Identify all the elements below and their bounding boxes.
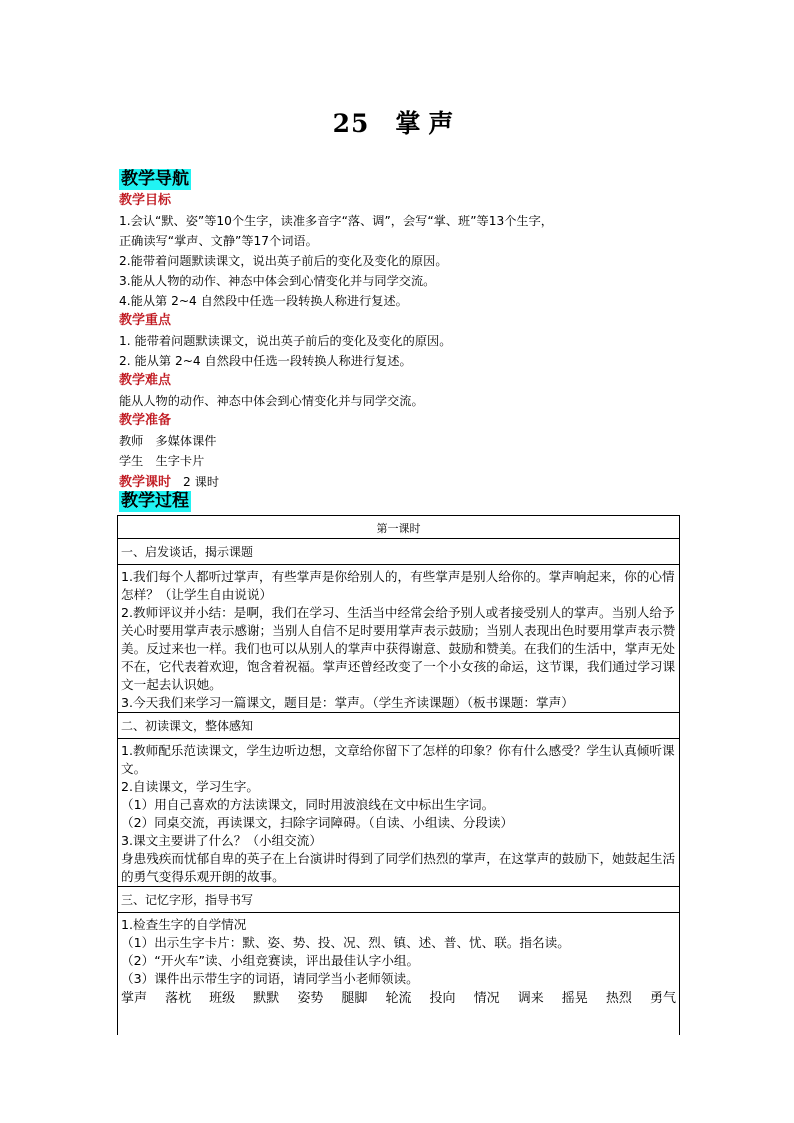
key-points-heading: 教学重点: [119, 313, 172, 328]
paragraph: （1）用自己喜欢的方法读课文，同时用波浪线在文中标出生字词。: [121, 797, 495, 812]
preparation-item: 教师 多媒体课件: [119, 434, 217, 448]
vocab-word: 轮流: [385, 991, 412, 1006]
page-title: [0, 104, 794, 140]
paragraph: 2.自读课文，学习生字。: [121, 779, 259, 794]
teaching-process-banner: 教学过程: [121, 491, 189, 511]
paragraph: （2）同桌交流，再读课文，扫除字词障碍。（自读、小组读、分段读）: [121, 815, 514, 830]
paragraph: 2.教师评议并小结：是啊，我们在学习、生活当中经常会给予别人或者接受别人的掌声。当别人给予关心时要用掌声表示感谢；当别人自信不足时要用掌声表示鼓励；当别人表现出色时要用掌声表示赞美。反过来也一样。我们也可以从别人的掌声中获得谢意、鼓励和赞美。在我们的生活中，掌声无处不在，它代表着欢迎，饱含着祝福。掌声还曾经改变了一个小女孩的命运，这节课，我们通过学习课文一起去认识她。: [121, 605, 676, 692]
vocab-word: 默默: [253, 991, 280, 1006]
objective-line: 4.能从第 2~4 自然段中任选一段转换人称进行复述。: [119, 294, 408, 308]
vocab-word: 情况: [473, 991, 500, 1006]
lesson-title: 掌声: [395, 109, 462, 138]
difficulty-heading: 教学难点: [119, 373, 172, 388]
key-point: 2. 能从第 2~4 自然段中任选一段转换人称进行复述。: [119, 354, 412, 368]
objective-line: 正确读写“掌声、文静”等17个词语。: [119, 234, 318, 248]
objective-line: 1.会认“默、姿”等10个生字，读准多音字“落、调”，会写“掌、班”等13个生字，: [119, 214, 553, 228]
paragraph: 1.我们每个人都听过掌声，有些掌声是你给别人的，有些掌声是别人给你的。掌声响起来，你的心情怎样？（让学生自由说说）: [121, 569, 675, 602]
teaching-guide-section: [119, 191, 679, 490]
preparation-item: 学生 生字卡片: [119, 454, 205, 468]
vocab-word: 勇气: [649, 991, 676, 1006]
vocab-word: 掌声: [121, 991, 148, 1006]
paragraph: （1）出示生字卡片：默、姿、势、投、况、烈、镇、述、普、忧、联。指名读。: [121, 935, 570, 950]
vocab-word: 投向: [429, 991, 456, 1006]
objectives-heading: 教学目标: [119, 193, 172, 208]
section-heading-2: 二、初读课文，整体感知: [118, 712, 679, 739]
paragraph: 1.教师配乐范读课文，学生边听边想，文章给你留下了怎样的印象？你有什么感受？学生认真倾听课文。: [121, 743, 675, 776]
teaching-guide-banner: 教学导航: [121, 169, 189, 189]
teaching-process-table: [117, 515, 680, 1035]
paragraph: 身患残疾而忧郁自卑的英子在上台演讲时得到了同学们热烈的掌声，在这掌声的鼓励下，她鼓起生活的勇气变得乐观开朗的故事。: [121, 851, 676, 884]
section-heading-1: 一、启发谈话，揭示课题: [118, 539, 679, 565]
difficulty-text: 能从人物的动作、神态中体会到心情变化并与同学交流。: [119, 394, 424, 408]
lesson-period-label: 第一课时: [118, 516, 679, 539]
vocabulary-row: [121, 989, 676, 1009]
preparation-heading: 教学准备: [119, 413, 172, 428]
paragraph: 3.今天我们来学习一篇课文，题目是：掌声。（学生齐读课题）（板书课题：掌声）: [121, 695, 574, 710]
objective-line: 2.能带着问题默读课文，说出英子前后的变化及变化的原因。: [119, 254, 448, 268]
key-point: 1. 能带着问题默读课文，说出英子前后的变化及变化的原因。: [119, 334, 452, 348]
vocab-word: 热烈: [605, 991, 632, 1006]
vocab-word: 腿脚: [341, 991, 368, 1006]
paragraph: 3.课文主要讲了什么？（小组交流）: [121, 833, 322, 848]
paragraph: 1.检查生字的自学情况: [121, 917, 247, 932]
vocab-word: 调来: [517, 991, 544, 1006]
objective-line: 3.能从人物的动作、神态中体会到心情变化并与同学交流。: [119, 274, 436, 288]
vocab-word: 姿势: [297, 991, 324, 1006]
lesson-number: 25: [332, 109, 370, 138]
paragraph: （2）“开火车”读、小组竞赛读，评出最佳认字小组。: [121, 953, 420, 968]
vocab-word: 摇晃: [561, 991, 588, 1006]
vocab-word: 落枕: [165, 991, 192, 1006]
class-hours-label: 教学课时: [119, 475, 172, 490]
vocab-word: 班级: [209, 991, 236, 1006]
class-hours: [119, 471, 679, 490]
class-hours-value: 2 课时: [183, 475, 220, 489]
paragraph: （3）课件出示带生字的词语，请同学当小老师领读。: [121, 971, 419, 986]
section-heading-3: 三、记忆字形，指导书写: [118, 886, 679, 913]
